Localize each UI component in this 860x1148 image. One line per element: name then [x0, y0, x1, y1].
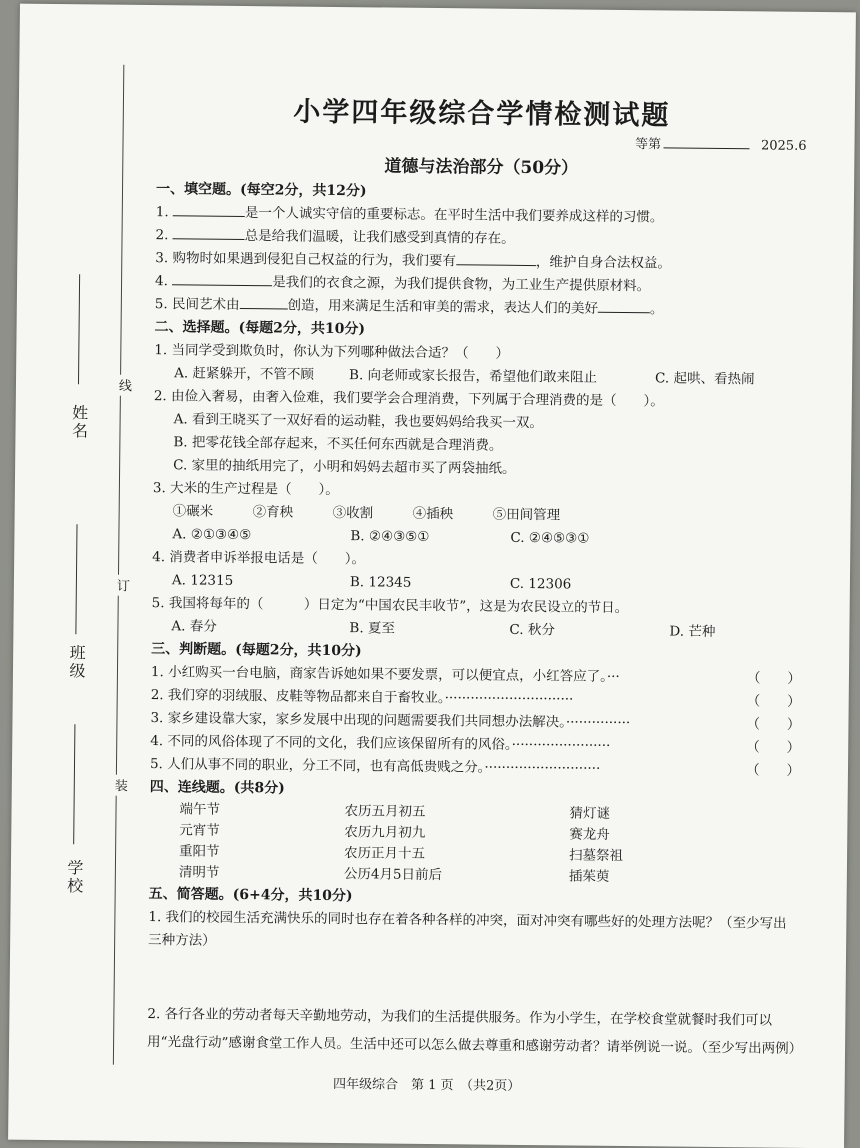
school-label: 学校 [64, 859, 85, 896]
fill-q5-mid: 创造，用来满足生活和审美的需求，表达人们的美好 [287, 297, 599, 317]
choice-q2-option-c: C. 家里的抽纸用完了，小明和妈妈去超市买了两袋抽纸。 [173, 457, 516, 477]
fill-blank [598, 298, 650, 314]
short-answer-q2: 2. 各行各业的劳动者每天辛勤地劳动，为我们的生活提供服务。作为小学生，在学校食堂就餐时我们可以用“光盘行动”感谢食堂工作人员。生活中还可以怎么做去尊重和感谢劳动者？请举例说一说。（至少写出两例） [147, 1006, 803, 1057]
fill-q3-tail: ，维护自身合法权益。 [535, 254, 672, 272]
section-1-heading: 一、填空题。(每空2分，共12分) [155, 181, 367, 200]
festival-custom: 猜灯谜 [569, 805, 611, 822]
fill-q5-end: 。 [649, 301, 664, 318]
answer-space [148, 952, 798, 1007]
exam-date: 2025.6 [760, 138, 807, 154]
festival: 端午节 [179, 801, 221, 818]
binding-line [113, 65, 124, 1065]
option: A. 赶紧躲开，不管不顾 [174, 365, 315, 383]
option: A. 12315 [171, 572, 234, 589]
exam-content [147, 96, 807, 1063]
choice-q4: 4. 消费者申诉举报电话是（ ）。 [152, 549, 366, 568]
fill-q5-text: 5. 民间艺术由 [154, 296, 240, 313]
name-blank [78, 274, 80, 384]
exam-paper [8, 4, 856, 1148]
judge-text: 3. 家乡建设靠大家，家乡发展中出现的问题需要我们共同想办法解决。··············· [150, 710, 631, 732]
school-blank [73, 724, 75, 844]
section-5-heading: 五、简答题。(6+4分，共10分) [148, 886, 353, 905]
fill-q1-text: 是一个人诚实守信的重要标志。在平时生活中我们要养成这样的习惯。 [244, 205, 664, 226]
exam-title: 小学四年级综合学情检测试题 [293, 96, 671, 132]
section-3-heading: 三、判断题。(每题2分，共10分) [151, 641, 362, 660]
option: D. 芒种 [669, 623, 716, 640]
festival-date: 公历4月5日前后 [343, 866, 443, 884]
judge-text: 4. 不同的风俗体现了不同的文化，我们应该保留所有的风俗。······················· [150, 733, 611, 754]
step: ③收割 [332, 504, 374, 522]
choice-q2-option-b: B. 把零花钱全部存起来，不买任何东西就是合理消费。 [173, 434, 503, 454]
section-subtitle: 道德与法治部分（50分） [384, 156, 579, 179]
festival: 清明节 [178, 864, 220, 881]
fill-blank [173, 224, 245, 240]
option: C. 起哄、看热闹 [654, 370, 755, 388]
judge-text: 5. 人们从事不同的职业，分工不同，也有高低贵贱之分。··························· [149, 756, 601, 777]
margin-mark-zhuang: 装 [110, 775, 129, 796]
fill-q2-text: 总是给我们温暖，让我们感受到真情的存在。 [244, 228, 515, 247]
step: ①碾米 [172, 503, 214, 520]
fill-blank [173, 201, 245, 217]
section-4-heading: 四、连线题。(共8分) [149, 779, 285, 797]
fill-blank [456, 250, 536, 266]
option: B. ②④③⑤① [350, 528, 430, 545]
class-blank [75, 524, 77, 634]
judge-text: 1. 小红购买一台电脑，商家告诉她如果不要发票，可以便宜点，小红答应了。··· [150, 664, 620, 685]
fill-q4-num: 4. [154, 273, 173, 290]
choice-q2: 2. 由俭入奢易，由奢入俭难，我们要学会合理消费，下列属于合理消费的是（ ）。 [153, 388, 664, 410]
margin-mark-line: 线 [114, 375, 133, 396]
festival-custom: 插茱萸 [568, 868, 610, 885]
option: B. 12345 [349, 574, 412, 591]
festival-custom: 扫墓祭祖 [568, 847, 624, 865]
choice-q2-option-a: A. 看到王晓买了一双好看的运动鞋，我也要妈妈给我买一双。 [173, 411, 544, 432]
festival: 重阳节 [179, 843, 220, 860]
option: C. 秋分 [509, 621, 555, 639]
short-answer-q1: 1. 我们的校园生活充满快乐的同时也存在着各种各样的冲突，面对冲突有哪些好的处理方法呢？（至少写出三种方法） [148, 909, 787, 949]
fill-q4-text: 是我们的衣食之源，为我们提供食物，为工业生产提供原材料。 [272, 274, 651, 295]
choice-q5: 5. 我国将每年的（ ）日定为“中国农民丰收节”，这是为农民设立的节日。 [151, 595, 629, 617]
festival-date: 农历五月初五 [344, 803, 426, 820]
fill-q2-num: 2. [155, 227, 173, 244]
fill-q3-text: 3. 购物时如果遇到侵犯自己权益的行为，我们要有 [155, 250, 457, 270]
margin-mark-ding: 订 [112, 575, 131, 596]
answer-paren: （ ） [746, 670, 802, 687]
option: C. ②④⑤③① [510, 529, 590, 547]
answer-paren: （ ） [746, 716, 801, 733]
option: B. 夏至 [349, 620, 396, 637]
matching-table [149, 799, 800, 890]
option: A. 春分 [171, 618, 217, 635]
rank-label: 等第 [634, 137, 662, 153]
choice-q3: 3. 大米的生产过程是（ ）。 [152, 480, 339, 499]
fill-blank [172, 270, 272, 286]
festival: 元宵节 [179, 822, 220, 839]
answer-paren: （ ） [746, 693, 801, 710]
choice-q1: 1. 当同学受到欺负时，你认为下列哪种做法合适？（ ） [154, 342, 510, 362]
festival-custom: 赛龙舟 [569, 826, 610, 843]
option: C. 12306 [509, 575, 572, 593]
option: A. ②①③④⑤ [172, 526, 252, 544]
name-label: 姓名 [69, 404, 89, 441]
fill-blank [239, 294, 287, 310]
step: ④插秧 [412, 505, 454, 523]
page-footer: 四年级综合 第 1 页 （共2页） [332, 1076, 521, 1094]
answer-paren: （ ） [746, 739, 801, 756]
class-label: 班级 [66, 644, 87, 681]
fill-q1-num: 1. [155, 204, 174, 221]
festival-date: 农历正月十五 [344, 845, 426, 862]
festival-date: 农历九月初九 [344, 824, 426, 841]
step: ⑤田间管理 [492, 506, 561, 524]
judge-text: 2. 我们穿的羽绒服、皮鞋等物品都来自于畜牧业。······························ [150, 687, 574, 708]
step: ②育秧 [252, 504, 294, 521]
option: B. 向老师或家长报告，希望他们敢来阻止 [349, 367, 598, 386]
answer-paren: （ ） [745, 762, 801, 779]
section-2-heading: 二、选择题。(每题2分，共10分) [154, 319, 366, 338]
rank-blank [663, 147, 749, 149]
